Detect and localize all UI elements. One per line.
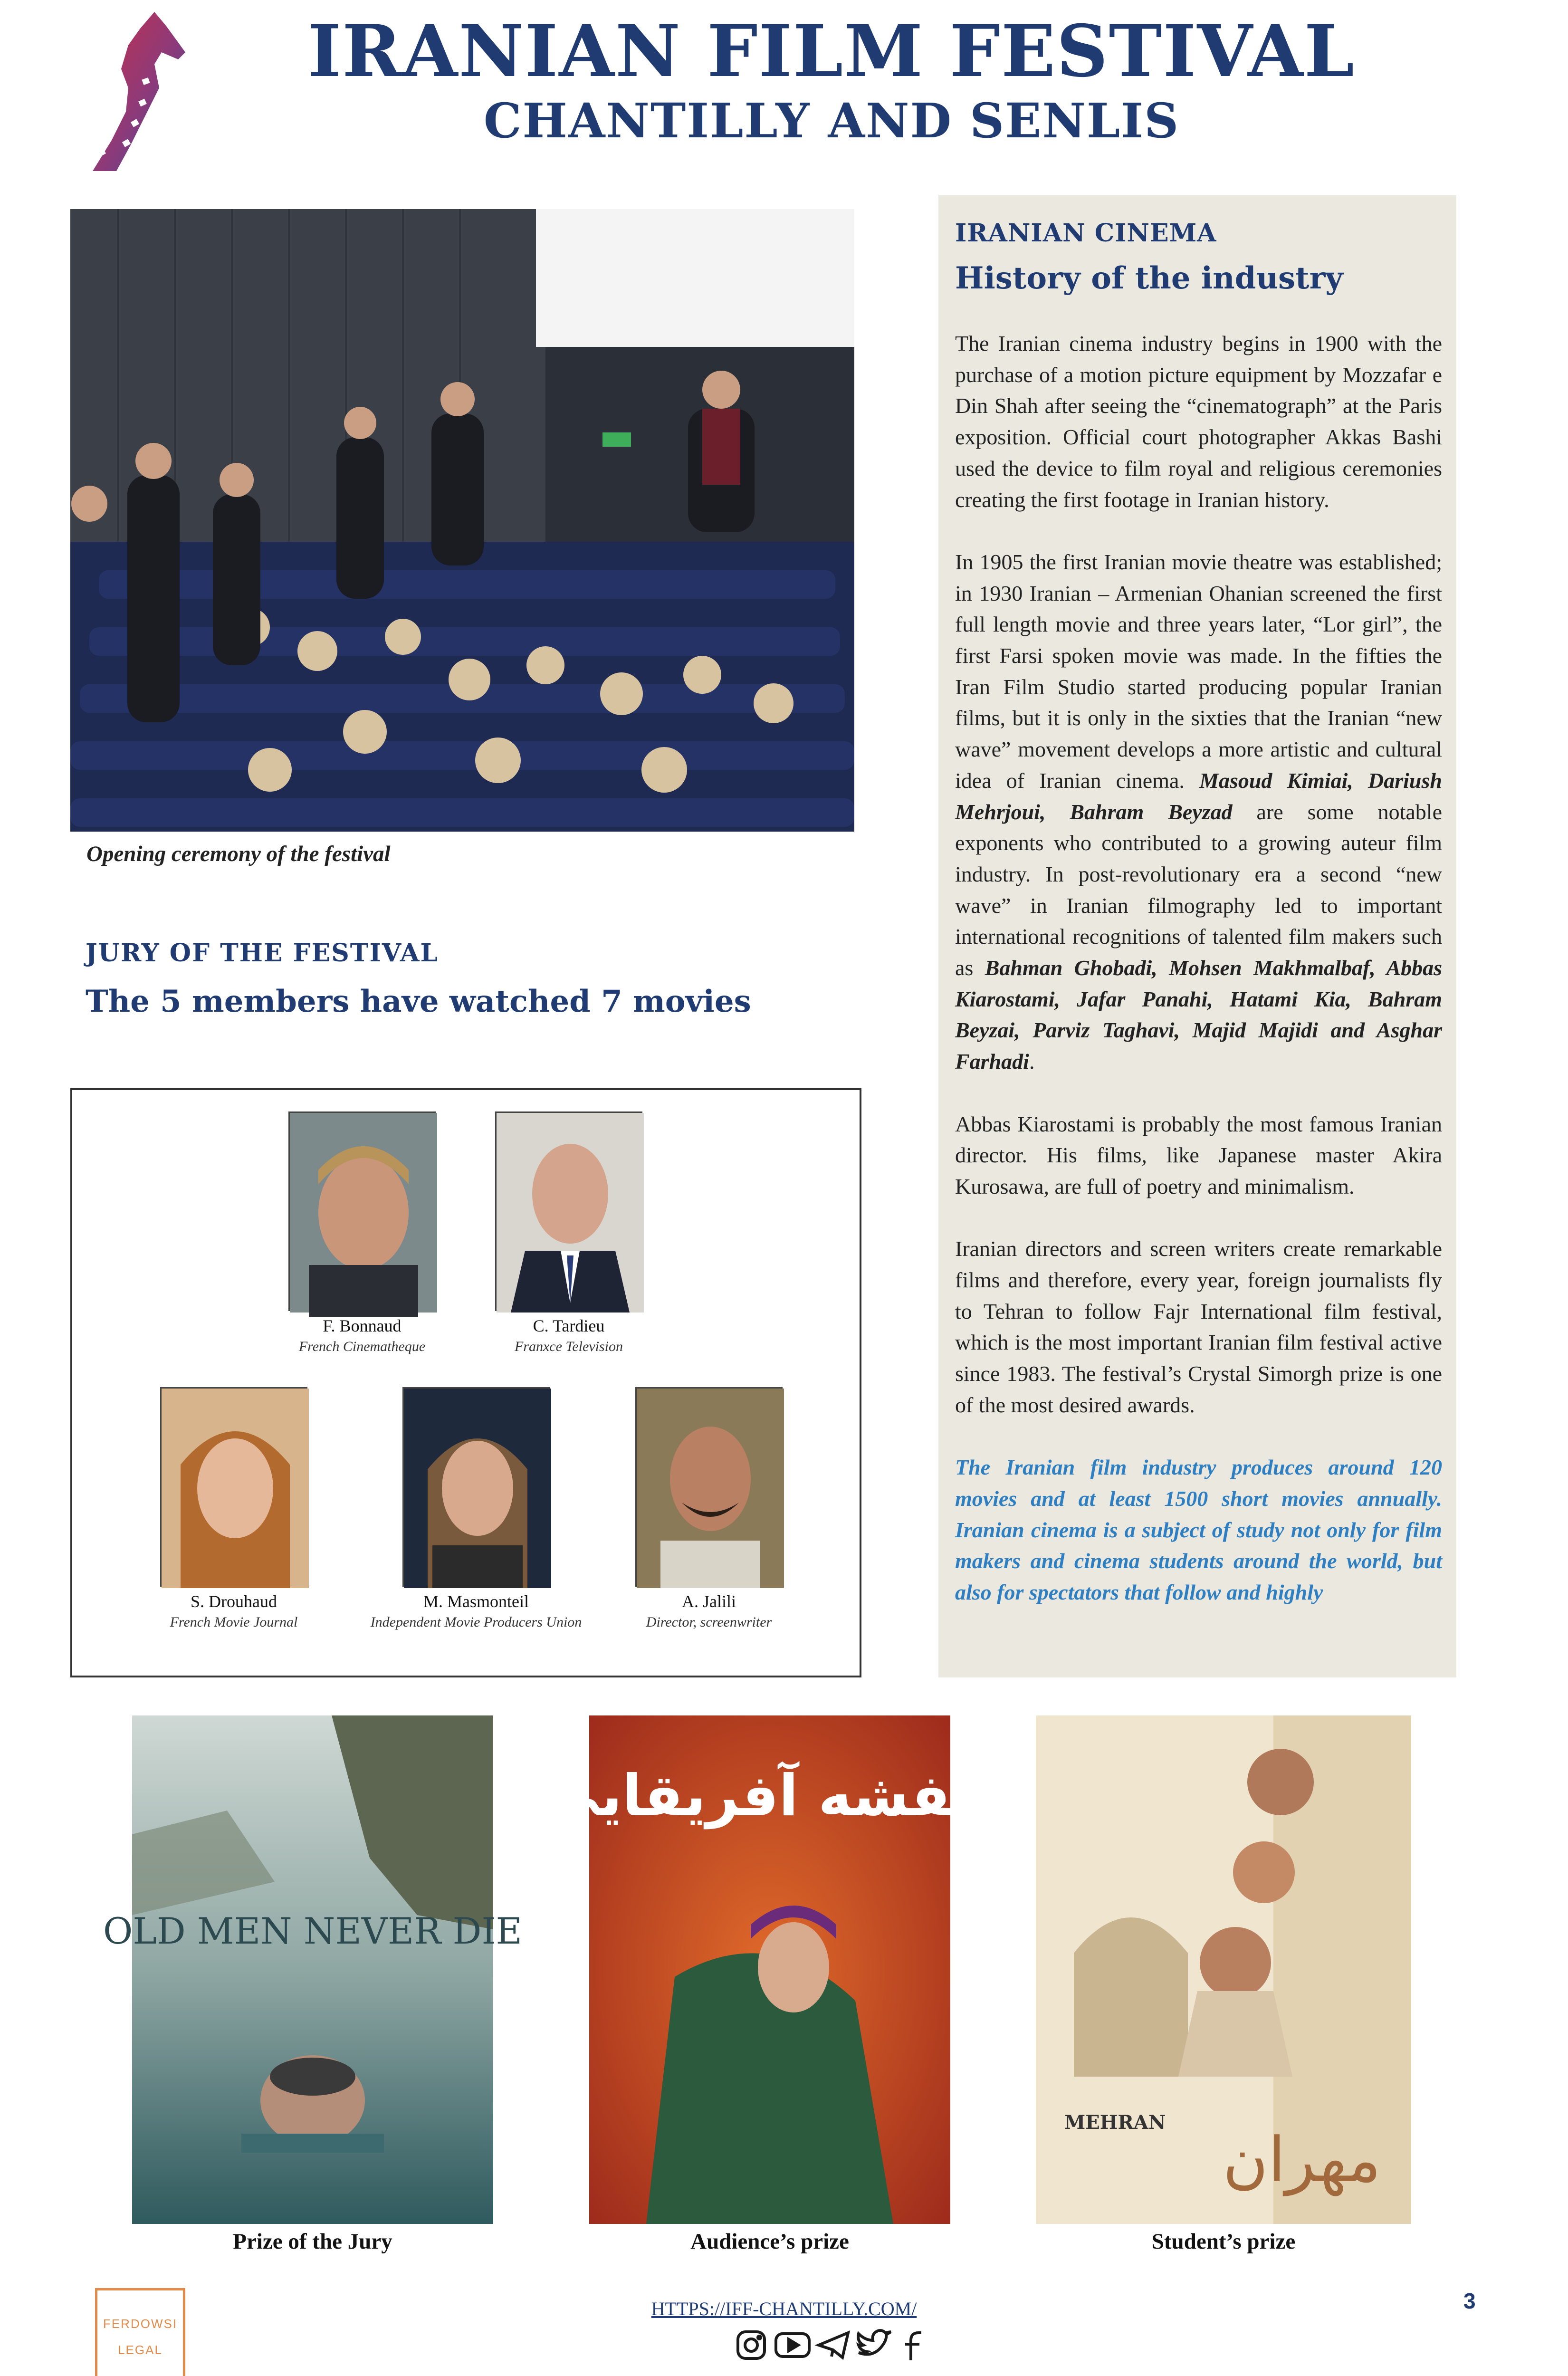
page-number: 3 [1463, 2289, 1476, 2313]
opening-ceremony-photo [70, 209, 854, 832]
facebook-icon[interactable] [905, 2333, 921, 2360]
history-paragraph [955, 546, 1442, 1077]
logo-line: FERDOWSI [103, 2317, 178, 2331]
history-panel [938, 195, 1456, 1677]
jury-name: S. Drouhaud [191, 1592, 277, 1611]
director-names: Masoud Kimiai, Dariush Mehrjoui, Bahram Beyzad [955, 768, 1442, 824]
jury-section-kicker: JURY OF THE FESTIVAL [86, 939, 439, 968]
history-title: History of the industry [955, 260, 1343, 296]
logo-line: LEGAL [118, 2343, 163, 2357]
history-paragraph: Iranian directors and screen writers create remarkable films and therefore, every year, foreign journalists fly to Tehran to follow Fajr International film festival, which is the most important Iranian film festival active since 1983. The festival’s Crystal Simorgh prize is one of the most desired awards. [955, 1236, 1442, 1417]
history-kicker: IRANIAN CINEMA [955, 219, 1217, 248]
history-text: In 1905 the first Iranian movie theatre was established; in 1930 Iranian – Armenian Ohanian screened the first full length movie and three years later, “Lor girl”, the first Farsi spoken movie was made. In the fifties the Iran Film Studio started producing popular Iranian films, but it is only in the sixties that the Iranian “new wave” movement develops a more artistic and cultural idea of Iranian cinema. [955, 549, 1442, 793]
jury-section-title: The 5 members have watched 7 movies [86, 984, 751, 1019]
ferdowsi-legal-logo [95, 2288, 185, 2376]
website-link[interactable]: HTTPS://IFF-CHANTILLY.COM/ [651, 2298, 917, 2319]
director-names: Bahman Ghobadi, Mohsen Makhmalbaf, Abbas Kiarostami, Jafar Panahi, Hatami Kia, Bahram Beyzai, Parviz Taghavi, Majid Majidi and Asghar Farhadi [955, 956, 1443, 1074]
jury-portrait-drouhaud [160, 1387, 307, 1587]
jury-portrait-bonnaud [288, 1111, 436, 1311]
poster-african-violet [543, 1715, 997, 2224]
poster-title-text: بنفشه آفریقایی [543, 1763, 997, 1829]
poster-mehran [1036, 1715, 1411, 2224]
poster-caption: Student’s prize [1151, 2229, 1296, 2254]
jury-role: French Cinematheque [298, 1339, 426, 1354]
jury-name: M. Masmonteil [423, 1592, 529, 1611]
horse-filmstrip-logo-icon [83, 7, 197, 178]
jury-role: Franxce Television [514, 1339, 623, 1354]
jury-portrait-masmonteil [402, 1387, 550, 1587]
history-body [955, 328, 1442, 1608]
page-subtitle: CHANTILLY AND SENLIS [483, 93, 1180, 149]
history-text: are some notable exponents who contributed to a growing auteur film industry. In post-revolutionary era a second “new wave” in Iranian filmography led to important international recognitions of talented film makers such as [955, 799, 1442, 980]
poster-caption: Audience’s prize [690, 2229, 849, 2254]
jury-name: A. Jalili [682, 1592, 736, 1611]
jury-portrait-tardieu [495, 1111, 642, 1311]
jury-panel [70, 1088, 861, 1677]
opening-photo-caption: Opening ceremony of the festival [86, 842, 391, 866]
poster-title-text: OLD MEN NEVER DIE [103, 1910, 522, 1952]
jury-role: French Movie Journal [170, 1614, 298, 1630]
jury-name: C. Tardieu [533, 1316, 605, 1335]
history-highlight: The Iranian film industry produces around 120 movies and at least 1500 short movies annually. Iranian cinema is a subject of study not only for film makers and cinema students around the world, but also for spectators that follow and highly [955, 1455, 1442, 1605]
page-title: IRANIAN FILM FESTIVAL [307, 10, 1356, 93]
poster-caption: Prize of the Jury [233, 2229, 392, 2254]
jury-name: F. Bonnaud [323, 1316, 402, 1335]
jury-role: Independent Movie Producers Union [370, 1614, 582, 1630]
poster-old-men-never-die [103, 1715, 522, 2224]
poster-title-text: MEHRAN [1064, 2111, 1166, 2134]
history-paragraph: The Iranian cinema industry begins in 1900 with the purchase of a motion picture equipment by Mozzafar e Din Shah after seeing the “cinematograph” at the Paris exposition. Official court photographer Akkas Bashi used the device to film royal and religious ceremonies creating the first footage in Iranian history. [955, 331, 1442, 512]
jury-role: Director, screenwriter [646, 1614, 772, 1630]
social-icons [734, 2326, 924, 2364]
history-paragraph: Abbas Kiarostami is probably the most famous Iranian director. His films, like Japanese master Akira Kurosawa, are full of poetry and minimalism. [955, 1111, 1442, 1198]
youtube-icon[interactable] [776, 2334, 809, 2357]
instagram-icon[interactable] [738, 2332, 765, 2358]
twitter-icon[interactable] [858, 2330, 891, 2354]
poster-script-title: مهران [1223, 2124, 1381, 2196]
history-text: . [1029, 1049, 1035, 1074]
telegram-icon[interactable] [819, 2333, 848, 2357]
jury-portrait-jalili [635, 1387, 783, 1587]
